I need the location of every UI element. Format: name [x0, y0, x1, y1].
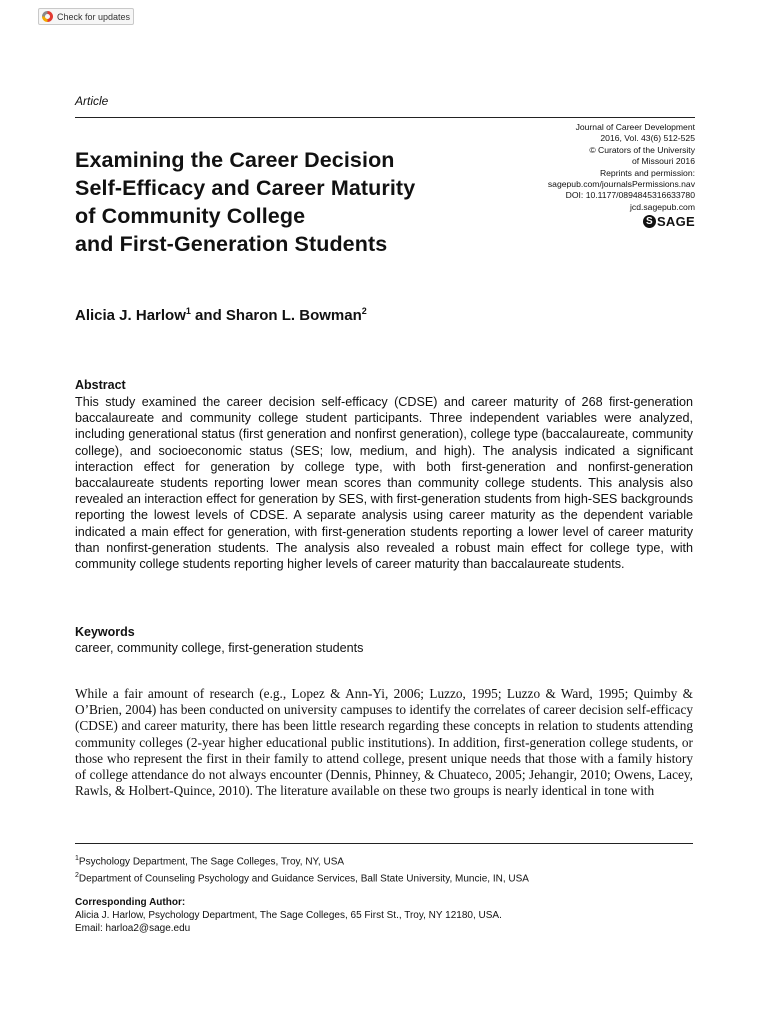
sage-wordmark: SAGE: [656, 214, 695, 230]
title-line: of Community College: [75, 204, 306, 228]
author-name: Alicia J. Harlow: [75, 307, 186, 324]
sage-logo: [548, 215, 695, 228]
title-line: Examining the Career Decision: [75, 148, 395, 172]
footnote: [75, 852, 529, 869]
article-title: [75, 146, 515, 258]
footnote-number: 2: [75, 872, 79, 880]
abstract-text: This study examined the career decision self-efficacy (CDSE) and career maturity of 268 first-generation baccalaureate and community college student participants. Three independent variables were analyzed, including generational status (first generation and nonfirst generation), college type (baccalaureate, community college), and socioeconomic status (SES; low, medium, and high). The analysis indicated a significant interaction effect for generation by college type, with both first-generation and nonfirst-generation baccalaureate students reporting lower mean scores than community college students. This analysis also revealed an interaction effect for generation by SES, with first-generation students from high-SES backgrounds reporting the lowest levels of CDSE. A separate analysis using career maturity as the dependent variable indicated a main effect for generation, with first-generation students reporting a lower level of career maturity than nonfirst-generation students. The analysis also revealed a robust main effect for college type, with community college students reporting higher levels of career maturity than baccalaureate students.: [75, 395, 693, 572]
affiliation-marker: 2: [361, 306, 367, 316]
corresponding-author-email[interactable]: Email: harloa2@sage.edu: [75, 923, 191, 934]
corresponding-author-heading: Corresponding Author:: [75, 897, 186, 908]
journal-name: Journal of Career Development: [575, 122, 695, 132]
journal-reprints: Reprints and permission:: [599, 167, 695, 178]
keywords-heading: Keywords: [75, 625, 135, 639]
journal-volume: 2016, Vol. 43(6) 512-525: [600, 133, 695, 144]
title-line: and First-Generation Students: [75, 232, 388, 256]
footnote: [75, 869, 529, 886]
affiliation-marker: 1: [185, 306, 191, 316]
article-type-label: Article: [75, 94, 109, 108]
corresponding-author-address: Alicia J. Harlow, Psychology Department, The Sage Colleges, 65 First St., Troy, NY 12180, USA.: [75, 910, 502, 921]
author-name: Sharon L. Bowman: [225, 307, 362, 324]
footnote-number: 1: [75, 855, 79, 862]
corresponding-author: [75, 896, 502, 935]
body-paragraph: While a fair amount of research (e.g., Lopez & Ann-Yi, 2006; Luzzo, 1995; Luzzo & Ward, 1995; Quimby & O’Brien, 2004) has been conducted on university campuses to identify the correlates of career decision self-efficacy (CDSE) and career maturity, there has been little research regarding these concepts in relation to students attending community colleges (2-year higher educational public institutions). In addition, first-generation college students, or those who represent the first in their family to attend college, present unique needs that those with a family history of college attendance do not always encounter (Dennis, Phinney, & Chuateco, 2005; Jehangir, 2010; Owens, Lacey, Rawls, & Holbert-Quince, 2010). The literature available on these two groups is nearly identical in tone with: [75, 686, 693, 799]
footnote-rule: [75, 843, 693, 844]
header-rule: [75, 117, 695, 118]
check-for-updates-label: Check for updates: [57, 11, 131, 22]
abstract-heading: Abstract: [75, 378, 126, 392]
title-line: Self-Efficacy and Career Maturity: [75, 176, 416, 200]
journal-info: [548, 122, 695, 228]
journal-copyright-holder: of Missouri 2016: [631, 156, 695, 167]
footnote-text: Department of Counseling Psychology and Guidance Services, Ball State University, Muncie, IN, USA: [78, 873, 529, 885]
check-for-updates-badge[interactable]: [38, 8, 134, 25]
journal-permissions-link[interactable]: sagepub.com/journalsPermissions.nav: [547, 179, 695, 190]
author-joiner: and: [190, 307, 226, 324]
author-line: [75, 306, 367, 324]
journal-website[interactable]: jcd.sagepub.com: [630, 201, 695, 212]
footnote-text: Psychology Department, The Sage Colleges, Troy, NY, USA: [78, 856, 345, 868]
keywords-text: career, community college, first-generation students: [75, 641, 364, 655]
journal-doi[interactable]: DOI: 10.1177/0894845316633780: [565, 190, 695, 201]
crossmark-icon: [42, 11, 53, 22]
sage-s-icon: S: [643, 215, 656, 228]
affiliation-footnotes: [75, 852, 529, 887]
journal-copyright: © Curators of the University: [589, 144, 695, 155]
